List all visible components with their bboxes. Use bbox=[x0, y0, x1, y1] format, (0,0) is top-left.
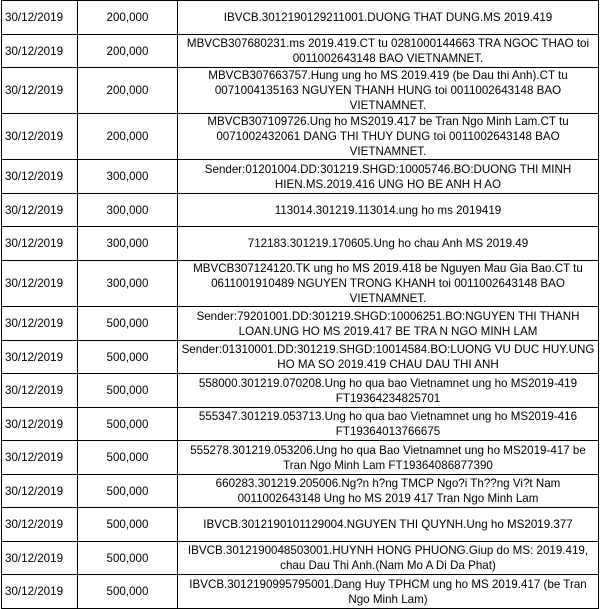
table-row bbox=[2, 160, 599, 194]
date-cell: 30/12/2019 bbox=[2, 160, 78, 194]
date-cell: 30/12/2019 bbox=[2, 408, 78, 441]
transactions-table bbox=[1, 0, 599, 609]
description-cell: Sender:01310001.DD:301219.SHGD:10014584.BO:LUONG VU DUC HUY.UNG HO MA SO 2019.419 CHAU DAU THI ANH bbox=[178, 341, 599, 374]
amount-cell: 500,000 bbox=[78, 307, 178, 341]
amount-cell: 300,000 bbox=[78, 194, 178, 227]
description-cell: 712183.301219.170605.Ung ho chau Anh MS 2019.49 bbox=[178, 227, 599, 261]
description-cell: IBVCB.3012190995795001.Dang Huy TPHCM ung ho MS 2019.417 (be Tran Ngo Minh Lam) bbox=[178, 575, 599, 609]
amount-cell: 500,000 bbox=[78, 508, 178, 542]
amount-cell: 500,000 bbox=[78, 374, 178, 408]
table-row bbox=[2, 307, 599, 341]
table-row bbox=[2, 408, 599, 441]
date-cell: 30/12/2019 bbox=[2, 68, 78, 114]
amount-cell: 500,000 bbox=[78, 542, 178, 575]
date-cell: 30/12/2019 bbox=[2, 227, 78, 261]
table-row bbox=[2, 374, 599, 408]
date-cell: 30/12/2019 bbox=[2, 261, 78, 307]
table-row bbox=[2, 542, 599, 575]
date-cell: 30/12/2019 bbox=[2, 575, 78, 609]
amount-cell: 300,000 bbox=[78, 227, 178, 261]
date-cell: 30/12/2019 bbox=[2, 114, 78, 160]
date-cell: 30/12/2019 bbox=[2, 307, 78, 341]
description-cell: MBVCB307109726.Ung ho MS2019.417 be Tran Ngo Minh Lam.CT tu 0071002432061 DANG THI THUY DUNG toi 0011002643148 BAO VIETNAMNET. bbox=[178, 114, 599, 160]
amount-cell: 500,000 bbox=[78, 408, 178, 441]
description-cell: Sender:79201001.DD:301219.SHGD:10006251.BO:NGUYEN THI THANH LOAN.UNG HO MS 2019.417 BE TRA N NGO MINH LAM bbox=[178, 307, 599, 341]
description-cell: 555278.301219.053206.Ung ho qua Bao Vietnamnet ung ho MS2019-417 be Tran Ngo Minh Lam FT19364086877390 bbox=[178, 441, 599, 475]
description-cell: Sender:01201004.DD:301219.SHGD:10005746.BO:DUONG THI MINH HIEN.MS.2019.416 UNG HO BE ANH H AO bbox=[178, 160, 599, 194]
amount-cell: 200,000 bbox=[78, 35, 178, 68]
amount-cell: 500,000 bbox=[78, 575, 178, 609]
transactions-table-body bbox=[2, 1, 599, 609]
description-cell: 660283.301219.205006.Ng?n h?ng TMCP Ngo?i Th??ng Vi?t Nam 0011002643148 Ung ho MS 2019 417 Tran Ngo Minh Lam bbox=[178, 475, 599, 508]
description-cell: 113014.301219.113014.ung ho ms 2019419 bbox=[178, 194, 599, 227]
table-row bbox=[2, 341, 599, 374]
amount-cell: 200,000 bbox=[78, 114, 178, 160]
date-cell: 30/12/2019 bbox=[2, 441, 78, 475]
amount-cell: 200,000 bbox=[78, 1, 178, 35]
description-cell: 558000.301219.070208.Ung ho qua bao Vietnamnet ung ho MS2019-419 FT19364234825701 bbox=[178, 374, 599, 408]
description-cell: MBVCB307680231.ms 2019.419.CT tu 0281000144663 TRA NGOC THAO toi 0011002643148 BAO VIETNAMNET. bbox=[178, 35, 599, 68]
description-cell: IBVCB.3012190101129004.NGUYEN THI QUYNH.Ung ho MS2019.377 bbox=[178, 508, 599, 542]
description-cell: IBVCB.3012190048503001.HUYNH HONG PHUONG.Giup do MS: 2019.419, chau Dau Thi Anh.(Nam Mo A Di Da Phat) bbox=[178, 542, 599, 575]
amount-cell: 300,000 bbox=[78, 160, 178, 194]
amount-cell: 500,000 bbox=[78, 341, 178, 374]
date-cell: 30/12/2019 bbox=[2, 374, 78, 408]
description-cell: MBVCB307663757.Hung ung ho MS 2019.419 (be Dau thi Anh).CT tu 0071004135163 NGUYEN THANH HUNG toi 0011002643148 BAO VIETNAMNET. bbox=[178, 68, 599, 114]
table-row bbox=[2, 508, 599, 542]
table-row bbox=[2, 261, 599, 307]
amount-cell: 500,000 bbox=[78, 441, 178, 475]
date-cell: 30/12/2019 bbox=[2, 1, 78, 35]
table-row bbox=[2, 441, 599, 475]
table-row bbox=[2, 227, 599, 261]
date-cell: 30/12/2019 bbox=[2, 475, 78, 508]
amount-cell: 500,000 bbox=[78, 475, 178, 508]
amount-cell: 200,000 bbox=[78, 68, 178, 114]
date-cell: 30/12/2019 bbox=[2, 341, 78, 374]
table-row bbox=[2, 35, 599, 68]
date-cell: 30/12/2019 bbox=[2, 508, 78, 542]
table-row bbox=[2, 1, 599, 35]
date-cell: 30/12/2019 bbox=[2, 194, 78, 227]
table-row bbox=[2, 114, 599, 160]
date-cell: 30/12/2019 bbox=[2, 542, 78, 575]
description-cell: MBVCB307124120.TK ung ho MS 2019.418 be Nguyen Mau Gia Bao.CT tu 0611001910489 NGUYEN TRONG KHANH toi 0011002643148 BAO VIETNAMNET. bbox=[178, 261, 599, 307]
table-row bbox=[2, 68, 599, 114]
table-row bbox=[2, 475, 599, 508]
table-row bbox=[2, 194, 599, 227]
date-cell: 30/12/2019 bbox=[2, 35, 78, 68]
amount-cell: 300,000 bbox=[78, 261, 178, 307]
description-cell: IBVCB.3012190129211001.DUONG THAT DUNG.MS 2019.419 bbox=[178, 1, 599, 35]
description-cell: 555347.301219.053713.Ung ho qua bao Vietnamnet ung ho MS2019-416 FT19364013766675 bbox=[178, 408, 599, 441]
